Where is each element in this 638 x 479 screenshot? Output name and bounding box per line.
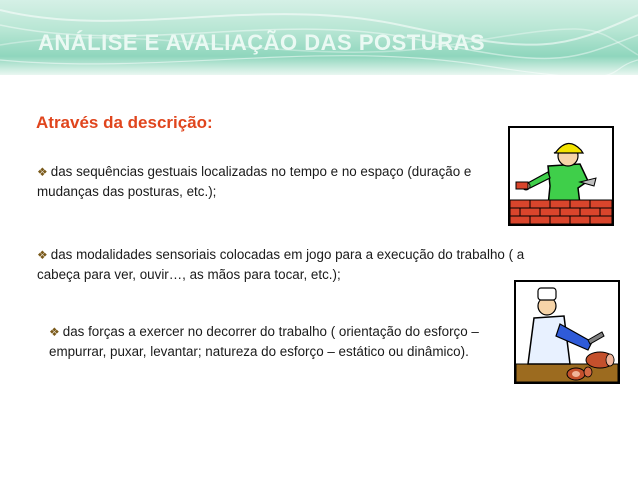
bullet-text: das sequências gestuais localizadas no tempo e no espaço (duração e mudanças das posturas, etc.); bbox=[37, 164, 472, 199]
slide-subtitle: Através da descrição: bbox=[36, 113, 213, 132]
bullet-item bbox=[37, 162, 499, 202]
header-band bbox=[0, 0, 638, 75]
diamond-bullet-icon: ❖ bbox=[49, 325, 60, 339]
bricklayer-clipart bbox=[508, 126, 614, 226]
bullet-text: das forças a exercer no decorrer do trabalho ( orientação do esforço – empurrar, puxar, levantar; natureza do esforço – estático ou dinâmico). bbox=[49, 324, 479, 359]
bullet-item bbox=[37, 245, 567, 285]
slide-title: ANÁLISE E AVALIAÇÃO DAS POSTURAS bbox=[38, 30, 486, 55]
bullet-text: das modalidades sensoriais colocadas em jogo para a execução do trabalho ( a cabeça para ver, ouvir…, as mãos para tocar, etc.); bbox=[37, 247, 525, 282]
diamond-bullet-icon: ❖ bbox=[37, 248, 48, 262]
diamond-bullet-icon: ❖ bbox=[37, 165, 48, 179]
bullet-item bbox=[49, 322, 509, 362]
butcher-clipart bbox=[514, 280, 620, 384]
